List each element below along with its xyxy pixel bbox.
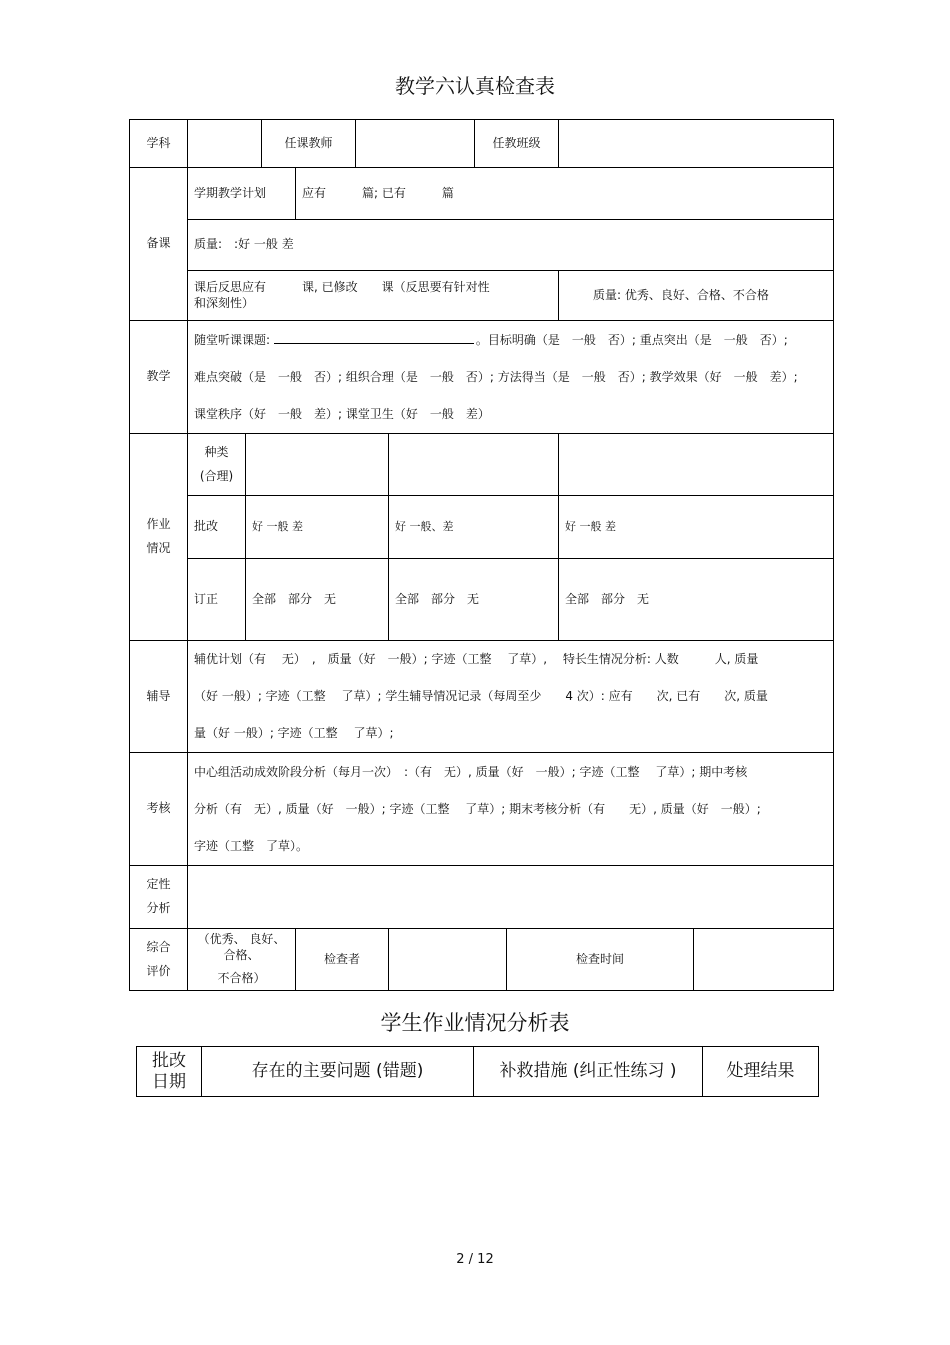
- kaohe-content: [188, 753, 834, 866]
- lesson-topic-blank[interactable]: [274, 331, 474, 344]
- analysis-result-header: 处理结果: [703, 1047, 819, 1097]
- fudao-line-2: （好 一般）; 字迹（工整 了草）; 学生辅导情况记录（每周至少 4 次）: 应有 次, 已有 次, 质量: [194, 689, 768, 703]
- beike-label: 备课: [130, 168, 188, 321]
- kaohe-line-1: 中心组活动成效阶段分析（每月一次） :（有 无）, 质量（好 一般）; 字迹（工整 了草）; 期中考核: [194, 764, 748, 779]
- checker-value[interactable]: [389, 929, 507, 991]
- jiaoxue-label: 教学: [130, 321, 188, 434]
- grade-value-1: 好 一般 差: [246, 496, 389, 559]
- analysis-table: [136, 1046, 819, 1097]
- dingxing-value[interactable]: [188, 866, 834, 929]
- subject-value[interactable]: [188, 120, 262, 168]
- kaohe-line-2: 分析（有 无）, 质量（好 一般）; 字迹（工整 了草）; 期末考核分析（有 无）, 质量（好 一般）;: [194, 801, 761, 816]
- kind-cell-1[interactable]: [246, 434, 389, 496]
- correct-value-3: 全部 部分 无: [559, 559, 834, 641]
- zonghe-label-2: 评价: [146, 963, 171, 978]
- zonghe-options-2: 不合格）: [217, 971, 266, 986]
- inspection-table: [129, 119, 834, 991]
- kind-cell-3[interactable]: [559, 434, 834, 496]
- analysis-date-header-1: 批改: [152, 1051, 186, 1072]
- dingxing-label-2: 分析: [146, 901, 171, 915]
- fudao-line-1: 辅优计划（有 无） , 质量（好 一般）; 字迹（工整 了草）, 特长生情况分析: 人数 人, 质量: [194, 652, 759, 666]
- grade-value-3: 好 一般 差: [559, 496, 834, 559]
- correct-value-1: 全部 部分 无: [246, 559, 389, 641]
- grade-label: 批改: [188, 496, 246, 559]
- zuoye-label: [130, 434, 188, 641]
- check-time-value[interactable]: [694, 929, 834, 991]
- zuoye-label-2: 情况: [146, 541, 171, 555]
- plan-text: 应有 篇; 已有 篇: [296, 168, 834, 220]
- check-time-label: 检查时间: [507, 929, 694, 991]
- correct-value-2: 全部 部分 无: [389, 559, 559, 641]
- checker-label: 检查者: [296, 929, 389, 991]
- kaohe-line-3: 字迹（工整 了草）。: [194, 838, 309, 853]
- analysis-remedy-header: 补救措施 (纠正性练习 ): [474, 1047, 703, 1097]
- zonghe-options: [188, 929, 296, 991]
- teacher-value[interactable]: [356, 120, 475, 168]
- analysis-date-header-2: 日期: [152, 1071, 186, 1092]
- analysis-title: 学生作业情况分析表: [380, 1011, 570, 1035]
- plan-label: 学期教学计划: [188, 168, 296, 220]
- grade-value-2: 好 一般、差: [389, 496, 559, 559]
- jiaoxue-line-1: [194, 322, 827, 359]
- jiaoxue-line-1-rest: 。目标明确（是 一般 否）; 重点突出（是 一般 否）;: [475, 332, 788, 347]
- dingxing-label-1: 定性: [146, 877, 171, 892]
- zonghe-label: [130, 929, 188, 991]
- kind-cell-2[interactable]: [389, 434, 559, 496]
- fudao-line-3: 量（好 一般）; 字迹（工整 了草）;: [194, 726, 394, 740]
- fudao-label: 辅导: [130, 641, 188, 753]
- reflect-quality: 质量: 优秀、良好、合格、不合格: [559, 271, 834, 321]
- zonghe-label-1: 综合: [146, 939, 171, 954]
- kind-label-2: (合理): [199, 468, 234, 483]
- jiaoxue-content: [188, 321, 834, 434]
- zuoye-label-1: 作业: [146, 517, 171, 532]
- subject-label: 学科: [130, 120, 188, 168]
- zonghe-options-1: （优秀、 良好、 合格、: [197, 932, 286, 962]
- kind-label: [188, 434, 246, 496]
- analysis-date-header: [137, 1047, 202, 1097]
- teacher-label: 任课教师: [262, 120, 356, 168]
- correct-label: 订正: [188, 559, 246, 641]
- reflect-text: [188, 271, 559, 321]
- reflect-line-1: 课后反思应有 课, 已修改 课（反思要有针对性: [194, 279, 490, 294]
- lesson-topic-label: 随堂听课课题:: [194, 332, 271, 347]
- reflect-line-2: 和深刻性）: [194, 295, 255, 310]
- jiaoxue-line-3: 课堂秩序（好 一般 差）; 课堂卫生（好 一般 差）: [194, 406, 490, 421]
- class-value[interactable]: [559, 120, 834, 168]
- page-number: 2 / 12: [456, 1252, 494, 1267]
- analysis-problems-header: 存在的主要问题 (错题): [202, 1047, 474, 1097]
- dingxing-label: [130, 866, 188, 929]
- kaohe-label: 考核: [130, 753, 188, 866]
- kind-label-1: 种类: [204, 444, 229, 459]
- page-title: 教学六认真检查表: [395, 74, 555, 98]
- class-label: 任教班级: [475, 120, 559, 168]
- beike-quality: 质量: :好 一般 差: [188, 220, 834, 271]
- jiaoxue-line-2: 难点突破（是 一般 否）; 组织合理（是 一般 否）; 方法得当（是 一般 否）; 教学效果（好 一般 差）;: [194, 369, 798, 384]
- fudao-content: [188, 641, 834, 753]
